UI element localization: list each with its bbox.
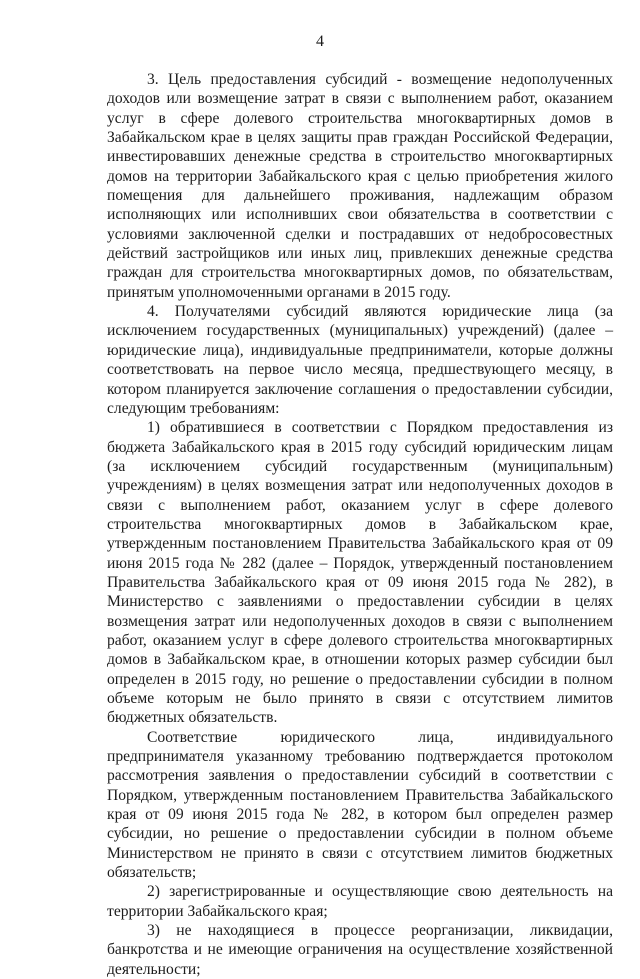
paragraph-requirement-1: 1) обратившиеся в соответствии с Порядком предоставления из бюджета Забайкальского края в 2015 году субсидий юридическим лицам (за исключением субсидий государственным (муниципальным) учреждениям) в целях возмещения затрат или недополученных доходов в связи с выполнением работ, оказанием услуг в сфере долевого строительства многоквартирных домов в Забайкальском крае, утвержденным постановлением Правительства Забайкальского края от 09 июня 2015 года № 282 (далее – Порядок, утвержденный постановлением Правительства Забайкальского края от 09 июня 2015 года № 282), в Министерство с заявлениями о предоставлении субсидии в целях возмещения затрат или недополученных доходов в связи с выполнением работ, оказанием услуг в сфере долевого строительства многоквартирных домов в Забайкальском крае, в отношении которых размер субсидии был определен в 2015 году, но решение о предоставлении субсидии в полном объеме которым не было принято в связи с отсутствием лимитов бюджетных обязательств.	[107, 419, 613, 727]
paragraph-requirement-3: 3) не находящиеся в процессе реорганизации, ликвидации, банкротства и не имеющие ограничения на осуществление хозяйственной деятельности;	[107, 922, 613, 978]
document-body	[107, 70, 613, 979]
paragraph-goal: 3. Цель предоставления субсидий - возмещение недополученных доходов или возмещение затрат в связи с выполнением работ, оказанием услуг в сфере долевого строительства многоквартирных домов в Забайкальском крае в целях защиты прав граждан Российской Федерации, инвестировавших денежные средства в строительство многоквартирных домов на территории Забайкальского края с целью приобретения жилого помещения для дальнейшего проживания, надлежащим образом исполняющих или исполнивших свои обязательства в соответствии с условиями заключенной сделки и пострадавших от недобросовестных действий застройщиков или иных лиц, привлекших денежные средства граждан для строительства многоквартирных домов, по обязательствам, принятым уполномоченными органами в 2015 году.	[107, 71, 613, 301]
paragraph-recipients: 4. Получателями субсидий являются юридические лица (за исключением государственных (муниципальных) учреждений) (далее – юридические лица), индивидуальные предприниматели, которые должны соответствовать на первое число месяца, предшествующего месяцу, в котором планируется заключение соглашения о предоставлении субсидии, следующим требованиям:	[107, 303, 613, 417]
paragraph-requirement-2: 2) зарегистрированные и осуществляющие свою деятельность на территории Забайкальского края;	[107, 883, 613, 920]
paragraph-compliance: Соответствие юридического лица, индивидуального предпринимателя указанному требованию подтверждается протоколом рассмотрения заявления о предоставлении субсидий в соответствии с Порядком, утвержденным постановлением Правительства Забайкальского края от 09 июня 2015 года № 282, в котором был определен размер субсидии, но решение о предоставлении субсидии в полном объеме Министерством не принято в связи с отсутствием лимитов бюджетных обязательств;	[107, 728, 613, 882]
page-number: 4	[316, 33, 324, 50]
